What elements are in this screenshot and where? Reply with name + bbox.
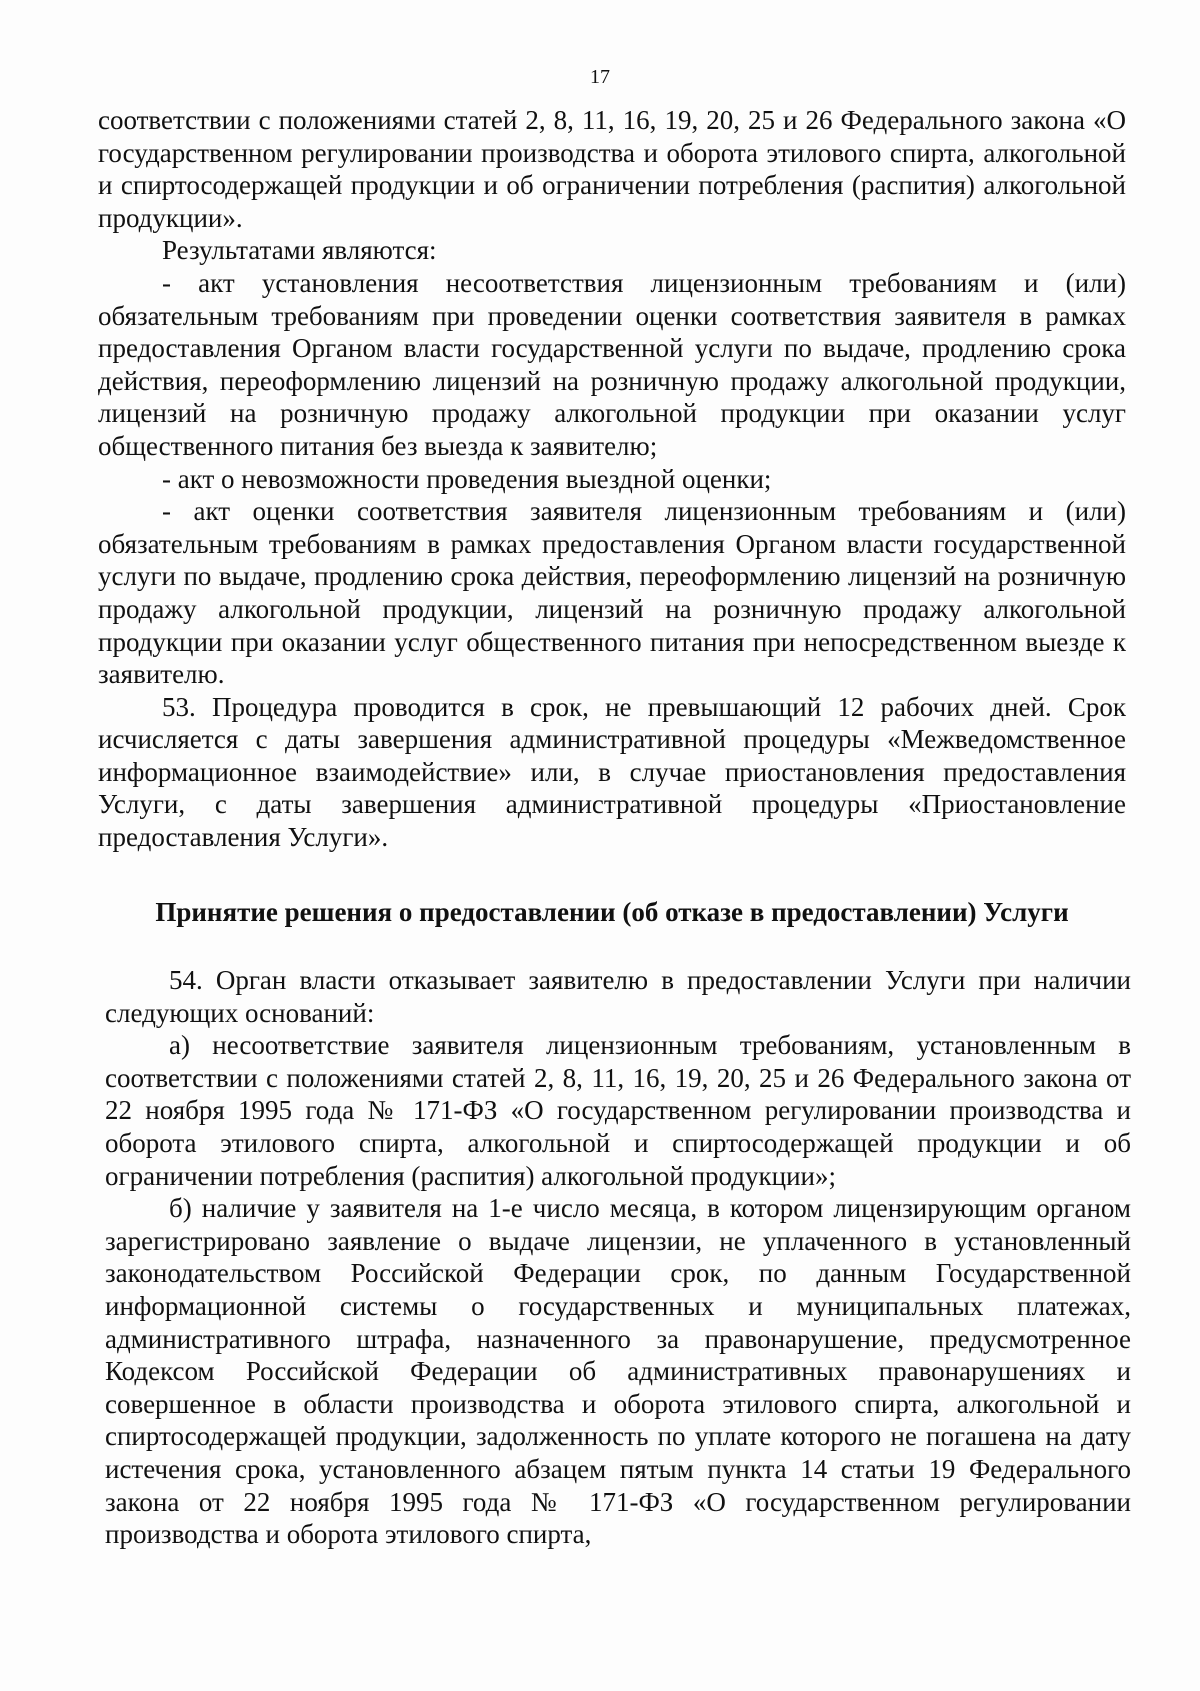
paragraph-54: 54. Орган власти отказывает заявителю в предоставлении Услуги при наличии следующих оснований:	[105, 965, 1131, 1028]
list-item: - акт оценки соответствия заявителя лицензионным требованиям и (или) обязательным требованиям в рамках предоставления Органом власти государственной услуги по выдаче, продлению срока действия, переоформлению лицензий на розничную продажу алкогольной продукции, лицензий на розничную продажу алкогольной продукции при оказании услуг общественного питания при непосредственном выезде к заявителю.	[98, 496, 1126, 690]
list-item: - акт о невозможности проведения выездной оценки;	[162, 463, 772, 494]
paragraph: соответствии с положениями статей 2, 8, 11, 16, 19, 20, 25 и 26 Федерального закона «О государственном регулировании производства и оборота этилового спирта, алкогольной и спиртосодержащей продукции и об ограничении потребления (распития) алкогольной продукции».	[98, 105, 1126, 233]
section-results	[98, 104, 1126, 854]
page-number: 17	[590, 66, 610, 88]
list-item: - акт установления несоответствия лицензионным требованиям и (или) обязательным требованиям при проведении оценки соответствия заявителя в рамках предоставления Органом власти государственной услуги по выдаче, продлению срока действия, переоформлению лицензий на розничную продажу алкогольной продукции, лицензий на розничную продажу алкогольной продукции при оказании услуг общественного питания без выезда к заявителю;	[98, 267, 1126, 461]
list-item-a: а) несоответствие заявителя лицензионным требованиям, установленным в соответствии с положениями статей 2, 8, 11, 16, 19, 20, 25 и 26 Федерального закона от 22 ноября 1995 года № 171-ФЗ «О государственном регулировании производства и оборота этилового спирта, алкогольной и спиртосодержащей продукции и об ограничении потребления (распития) алкогольной продукции»;	[105, 1030, 1131, 1191]
section-heading: Принятие решения о предоставлении (об отказе в предоставлении) Услуги	[155, 897, 1069, 927]
paragraph-53: 53. Процедура проводится в срок, не превышающий 12 рабочих дней. Срок исчисляется с даты завершения административной процедуры «Межведомственное информационное взаимодействие» или, в случае приостановления предоставления Услуги, с даты завершения административной процедуры «Приостановление предоставления Услуги».	[98, 691, 1126, 853]
section-decision	[105, 964, 1131, 1551]
list-item-b: б) наличие у заявителя на 1-е число месяца, в котором лицензирующим органом зарегистрировано заявление о выдаче лицензии, не уплаченного в установленный законодательством Российской Федерации срок, по данным Государственной информационной системы о государственных и муниципальных платежах, административного штрафа, назначенного за правонарушение, предусмотренное Кодексом Российской Федерации об административных правонарушениях и совершенное в области производства и оборота этилового спирта, алкогольной и спиртосодержащей продукции, задолженность по уплате которого не погашена на дату истечения срока, установленного абзацем пятым пункта 14 статьи 19 Федерального закона от 22 ноября 1995 года № 171-ФЗ «О государственном регулировании производства и оборота этилового спирта,	[105, 1193, 1131, 1550]
paragraph: Результатами являются:	[162, 235, 437, 266]
